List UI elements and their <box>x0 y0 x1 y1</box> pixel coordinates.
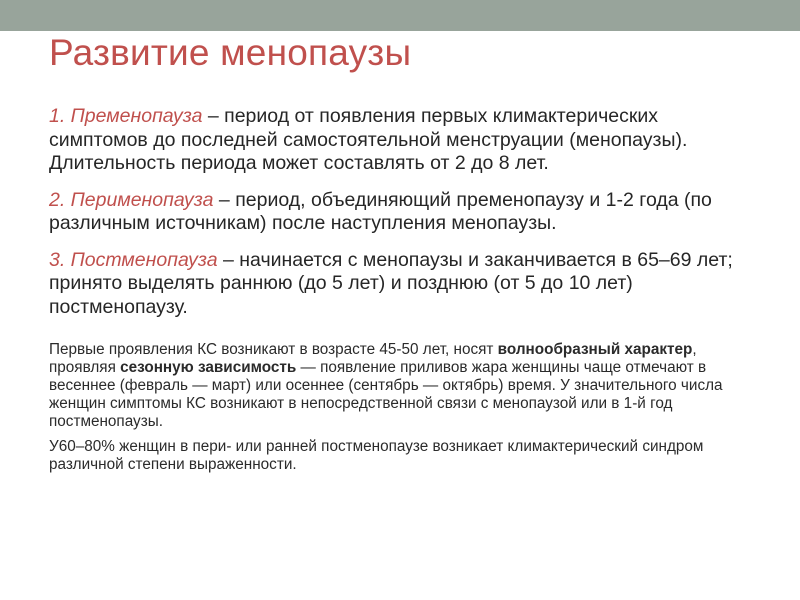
list-item-perimenopause <box>49 189 759 236</box>
list-item-postmenopause <box>49 249 759 320</box>
note-bold-season: сезонную зависимость <box>120 359 297 376</box>
definition-premenopause: – период от появления первых климактерических симптомов до последней самостоятельной менструации (менопаузы). Длительность периода может составлять от 2 до 8 лет. <box>49 105 688 174</box>
list-item-premenopause <box>49 105 759 176</box>
term-perimenopause: 2. Перименопауза <box>49 188 214 211</box>
definition-perimenopause: – период, объединяющий пременопаузу и 1-2 года (по различным источникам) после наступления менопаузы. <box>49 188 712 234</box>
note-text-2: , проявляя <box>49 341 697 376</box>
note-prevalence: У60–80% женщин в пери- или ранней постменопаузе возникает климактерический синдром различной степени выраженности. <box>49 438 704 473</box>
slide-title: Развитие менопаузы <box>49 32 412 73</box>
top-bar <box>0 0 800 31</box>
note-bold-wave: волнообразный характер <box>497 341 693 358</box>
definition-postmenopause: – начинается с менопаузы и заканчивается в 65–69 лет; принято выделять раннюю (до 5 лет) и позднюю (от 5 до 10 лет) постменопаузу. <box>49 248 733 318</box>
note-text-1: Первые проявления КС возникают в возрасте 45-50 лет, носят <box>49 341 498 358</box>
note-symptoms <box>49 341 759 431</box>
term-premenopause: 1. Пременопауза <box>49 105 203 127</box>
term-postmenopause: 3. Постменопауза <box>49 248 218 271</box>
slide-content <box>49 105 759 481</box>
note-text-3: — появление приливов жара женщины чаще отмечают в весеннее (февраль — март) или осеннее (сентябрь — октябрь) время. У значительного числа женщин симптомы КС возникают в непосредственной связи с менопаузой или в 1-й год постменопаузы. <box>49 359 723 430</box>
